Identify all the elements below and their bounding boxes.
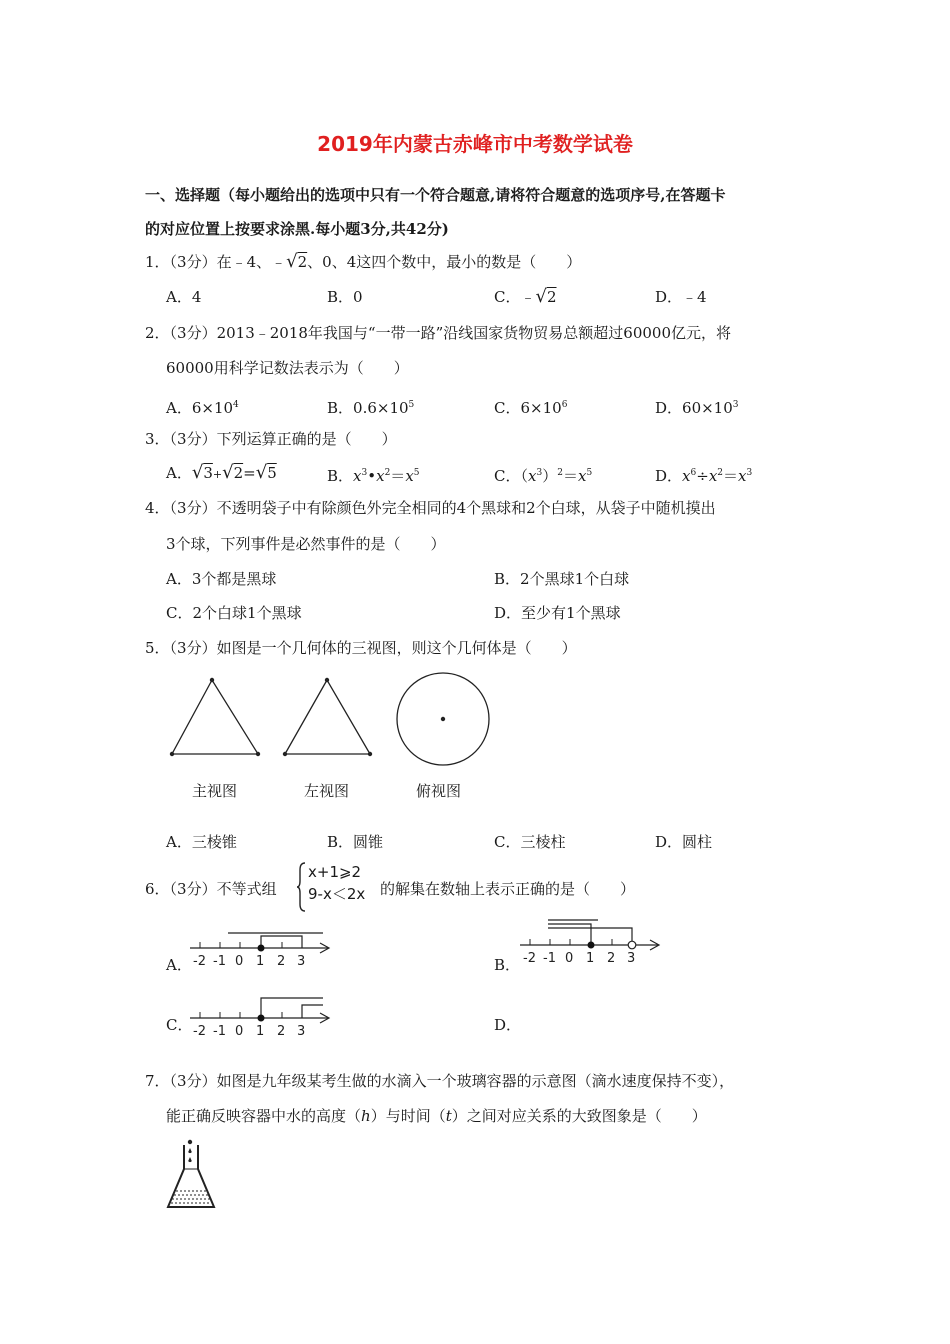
- left-view-vertex-right: [368, 752, 372, 756]
- q4-option-c[interactable]: C．2个白球1个黑球: [166, 604, 302, 622]
- question-4-stem-line1: 4．（3分）不透明袋子中有除颜色外完全相同的4个黑球和2个白球，从袋子中随机摸出: [145, 499, 716, 517]
- q3-option-a-radicand-1: 3: [203, 464, 213, 482]
- left-brace-icon: [297, 862, 307, 912]
- question-5-stem: 5．（3分）如图是一个几何体的三视图，则这个几何体是（ ）: [145, 639, 577, 657]
- q3-option-b-exp3: 5: [413, 468, 420, 478]
- q6-number-line-a: [188, 928, 338, 973]
- q3-option-b-exp1: 3: [361, 468, 368, 478]
- sqrt-sign-icon: √: [286, 251, 298, 272]
- q1-option-c[interactable]: [494, 287, 557, 307]
- question-7-stem-line2: [166, 1106, 707, 1126]
- inequality-1: x+1⩾2: [308, 863, 362, 881]
- svg-text:2: 2: [607, 951, 616, 966]
- q6-option-a[interactable]: A．: [166, 956, 192, 974]
- q6-option-c[interactable]: C．: [166, 1016, 193, 1034]
- q3-option-b-label: B．: [327, 467, 354, 485]
- question-2-stem-line1: 2．（3分）2013﹣2018年我国与“一带一路”沿线国家货物贸易总额超过60000亿元，将: [145, 324, 731, 342]
- q3-option-c-exp2: 2: [557, 468, 563, 478]
- q4-option-d[interactable]: D．至少有1个黑球: [494, 604, 621, 622]
- q2-option-b-exp: 5: [408, 400, 415, 410]
- q2-option-a[interactable]: [166, 395, 239, 418]
- q2-option-b[interactable]: [327, 395, 414, 418]
- q2-option-d-base: D．60×10: [655, 399, 733, 417]
- q7-t-variable: t: [445, 1107, 452, 1125]
- q3-option-a-equals: =: [243, 464, 256, 482]
- q3-option-d-label: D．: [655, 467, 683, 485]
- svg-text:1: 1: [586, 951, 595, 966]
- q3-option-d-x2: x: [708, 467, 718, 485]
- q6-option-b[interactable]: B．: [494, 956, 521, 974]
- caption-front-view: 主视图: [192, 782, 238, 800]
- sqrt-sign-icon: √: [255, 462, 268, 483]
- q3-option-c[interactable]: [494, 463, 592, 486]
- q3-option-c-equals: ＝: [562, 467, 578, 485]
- q2-option-d-exp: 3: [732, 400, 739, 410]
- q5-option-c[interactable]: C．三棱柱: [494, 833, 566, 851]
- q7-stem-part-a: 能正确反映容器中水的高度（: [166, 1107, 362, 1125]
- q7-stem-part-b: ）与时间（: [370, 1107, 446, 1125]
- q5-option-b[interactable]: B．圆锥: [327, 833, 384, 851]
- svg-text:-1: -1: [543, 951, 556, 966]
- svg-text:-2: -2: [193, 954, 206, 969]
- svg-text:1: 1: [256, 1024, 265, 1039]
- question-6-stem-part-b: 的解集在数轴上表示正确的是（ ）: [380, 880, 636, 898]
- q5-option-a[interactable]: A．三棱锥: [166, 833, 237, 851]
- q3-option-d-divide: ÷: [696, 467, 709, 485]
- q3-option-a-label: A．: [166, 464, 192, 482]
- q1-option-d[interactable]: D．﹣4: [655, 288, 707, 306]
- q3-option-b[interactable]: [327, 463, 420, 486]
- q2-option-a-exp: 4: [233, 400, 239, 410]
- inequality-system: [308, 861, 365, 905]
- q3-option-b-exp2: 2: [384, 468, 391, 478]
- q2-option-c-base: C．6×10: [494, 399, 562, 417]
- svg-text:0: 0: [565, 951, 574, 966]
- q3-option-c-exp3: 5: [586, 468, 593, 478]
- svg-text:2: 2: [277, 954, 286, 969]
- sqrt-sign-icon: √: [222, 462, 234, 483]
- q3-option-c-close-paren: ）: [542, 467, 558, 485]
- q3-option-a-plus: +: [212, 468, 223, 481]
- svg-text:-2: -2: [193, 1024, 206, 1039]
- q3-option-c-label: C．: [494, 467, 521, 485]
- top-view-center-dot: [441, 717, 445, 721]
- q1-stem-part-a: 1．（3分）在﹣4、﹣: [145, 253, 287, 271]
- front-view-vertex-top: [210, 678, 214, 682]
- q7-h-variable: h: [361, 1107, 371, 1125]
- q3-option-b-x2: x: [376, 467, 385, 485]
- front-view-triangle: [172, 680, 258, 754]
- q1-option-b[interactable]: B．0: [327, 288, 363, 306]
- q3-option-c-open-paren: （: [520, 467, 528, 485]
- section-instructions-line2: 的对应位置上按要求涂黑.每小题3分,共42分): [145, 220, 449, 238]
- question-1-stem: [145, 252, 581, 272]
- svg-text:3: 3: [627, 951, 636, 966]
- svg-text:1: 1: [256, 954, 265, 969]
- q3-option-b-x1: x: [353, 467, 362, 485]
- left-view-vertex-top: [325, 678, 329, 682]
- q3-option-d-x1: x: [682, 467, 691, 485]
- q4-option-a[interactable]: A．3个都是黑球: [166, 570, 277, 588]
- q3-option-d-x3: x: [738, 467, 747, 485]
- sqrt-sign-icon: √: [535, 286, 547, 307]
- q7-stem-part-c: ）之间对应关系的大致图象是（ ）: [451, 1107, 707, 1125]
- inequality-2: 9-x＜2x: [308, 885, 366, 903]
- svg-text:-1: -1: [213, 1024, 226, 1039]
- svg-text:0: 0: [235, 1024, 244, 1039]
- q6-number-line-c: [188, 995, 338, 1040]
- q1-option-c-prefix: C．﹣: [494, 288, 536, 306]
- q3-option-d-exp1: 6: [690, 468, 697, 478]
- question-2-stem-line2: 60000用科学记数法表示为（ ）: [166, 359, 409, 377]
- q3-option-c-exp1: 3: [536, 468, 543, 478]
- q6-number-line-b: [518, 915, 668, 965]
- q3-option-a[interactable]: [166, 463, 277, 485]
- svg-text:2: 2: [277, 1024, 286, 1039]
- q2-option-c-exp: 6: [561, 400, 568, 410]
- caption-left-view: 左视图: [304, 782, 350, 800]
- page-title: 2019年内蒙古赤峰市中考数学试卷: [317, 132, 633, 156]
- q2-option-b-base: B．0.6×10: [327, 399, 409, 417]
- q6-option-d[interactable]: D．: [494, 1016, 522, 1034]
- svg-text:3: 3: [297, 1024, 306, 1039]
- q2-option-c[interactable]: [494, 395, 567, 418]
- q2-option-d[interactable]: [655, 395, 739, 418]
- svg-text:0: 0: [235, 954, 244, 969]
- sqrt-sign-icon: √: [191, 462, 204, 483]
- caption-top-view: 俯视图: [416, 782, 462, 800]
- q3-option-d-equals: ＝: [723, 467, 739, 485]
- left-view-triangle: [285, 680, 370, 754]
- q3-option-a-radicand-3: 5: [267, 464, 277, 482]
- q5-option-d[interactable]: D．圆柱: [655, 833, 713, 851]
- q3-option-b-equals: ＝: [390, 467, 406, 485]
- q3-option-b-x3: x: [405, 467, 414, 485]
- svg-text:-1: -1: [213, 954, 226, 969]
- q1-radicand: 2: [297, 253, 308, 271]
- q3-option-c-x1: x: [528, 467, 537, 485]
- svg-text:-2: -2: [523, 951, 536, 966]
- q3-option-d[interactable]: [655, 463, 752, 486]
- q1-option-c-radicand: 2: [546, 288, 557, 306]
- question-7-stem-line1: 7．（3分）如图是九年级某考生做的水滴入一个玻璃容器的示意图（滴水速度保持不变），: [145, 1072, 735, 1090]
- q2-option-a-base: A．6×10: [166, 399, 234, 417]
- q4-option-b[interactable]: B．2个黑球1个白球: [494, 570, 630, 588]
- q3-option-b-dot: •: [367, 467, 377, 485]
- q1-stem-part-b: 、0、4这四个数中，最小的数是（ ）: [307, 253, 582, 271]
- front-view-vertex-right: [256, 752, 260, 756]
- svg-text:3: 3: [297, 954, 306, 969]
- q1-option-a[interactable]: A．4: [166, 288, 202, 306]
- front-view-vertex-left: [170, 752, 174, 756]
- left-view-vertex-left: [283, 752, 287, 756]
- q3-option-d-exp2: 2: [717, 468, 724, 478]
- question-6-stem-part-a: 6．（3分）不等式组: [145, 880, 277, 898]
- glass-container-figure: [164, 1137, 219, 1212]
- q3-option-a-radicand-2: 2: [233, 464, 244, 482]
- q3-option-d-exp3: 3: [746, 468, 753, 478]
- three-view-figure: [160, 670, 500, 770]
- section-instructions-line1: 一、选择题（每小题给出的选项中只有一个符合题意,请将符合题意的选项序号,在答题卡: [145, 186, 726, 204]
- question-4-stem-line2: 3个球，下列事件是必然事件的是（ ）: [166, 535, 446, 553]
- water-drop-icon: [188, 1140, 192, 1144]
- q3-option-c-x2: x: [577, 467, 587, 485]
- question-3-stem: 3．（3分）下列运算正确的是（ ）: [145, 430, 397, 448]
